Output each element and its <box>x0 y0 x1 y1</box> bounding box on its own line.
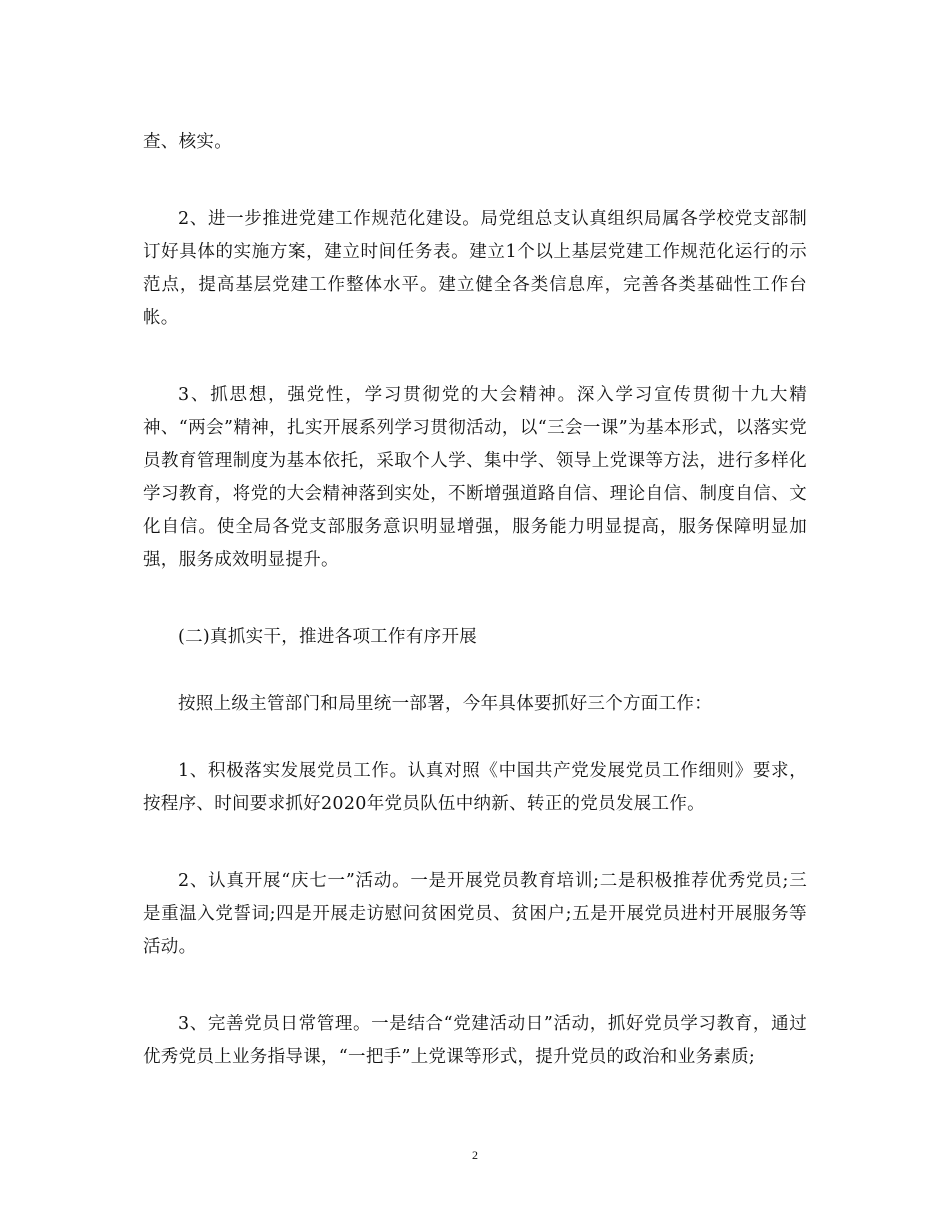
page-number: 2 <box>472 1148 478 1162</box>
paragraph-item-3-ideology: 3、抓思想，强党性，学习贯彻党的大会精神。深入学习宣传贯彻十九大精神、“两会”精神，扎实开展系列学习贯彻活动，以“三会一课”为基本形式，以落实党员教育管理制度为基本依托，采取个人学、集中学、领导上党课等方法，进行多样化学习教育，将党的大会精神落到实处，不断增强道路自信、理论自信、制度自信、文化自信。使全局各党支部服务意识明显增强，服务能力明显提高，服务保障明显加强，服务成效明显提升。 <box>143 385 807 570</box>
section-heading: (二)真抓实干，推进各项工作有序开展 <box>178 627 478 647</box>
paragraph-intro: 按照上级主管部门和局里统一部署，今年具体要抓好三个方面工作： <box>178 694 712 714</box>
paragraph-item-2-standardization: 2、进一步推进党建工作规范化建设。局党组总支认真组织局属各学校党支部制订好具体的实施方案，建立时间任务表。建立1个以上基层党建工作规范化运行的示范点，提高基层党建工作整体水平。建立健全各类信息库，完善各类基础性工作台帐。 <box>143 209 807 328</box>
document-body <box>143 126 807 1074</box>
paragraph-item-2-july-first: 2、认真开展“庆七一”活动。一是开展党员教育培训;二是积极推荐优秀党员;三是重温入党誓词;四是开展走访慰问贫困党员、贫困户;五是开展党员进村开展服务等活动。 <box>143 871 807 957</box>
paragraph-item-1-development: 1、积极落实发展党员工作。认真对照《中国共产党发展党员工作细则》要求，按程序、时间要求抓好2020年党员队伍中纳新、转正的党员发展工作。 <box>143 761 807 814</box>
paragraph-continuation: 查、核实。 <box>143 132 232 152</box>
paragraph-item-3-management: 3、完善党员日常管理。一是结合“党建活动日”活动，抓好党员学习教育，通过优秀党员上业务指导课，“一把手”上党课等形式，提升党员的政治和业务素质; <box>143 1014 807 1067</box>
